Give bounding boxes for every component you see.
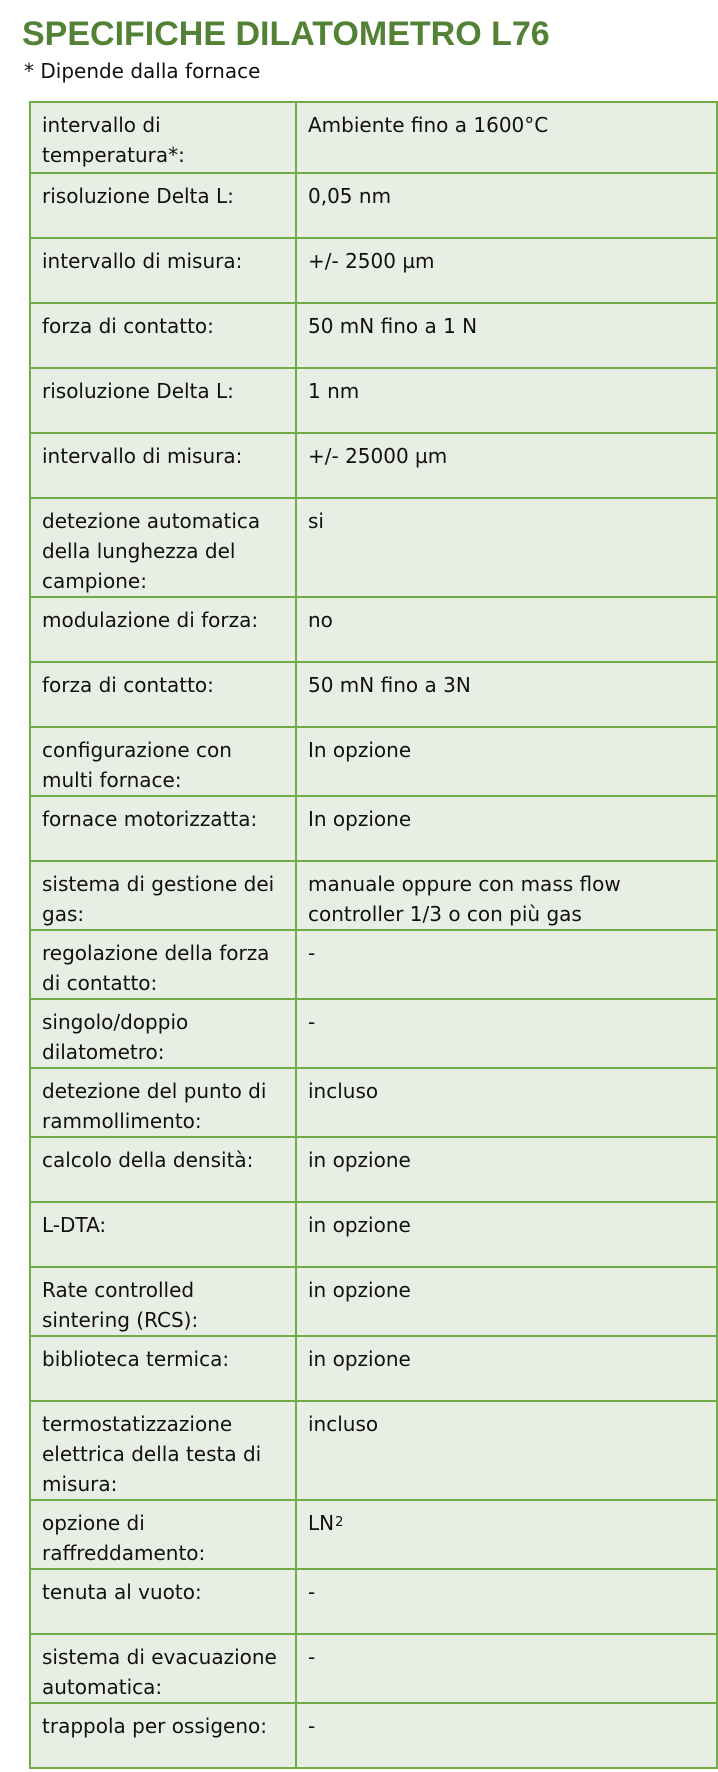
table-row bbox=[30, 498, 717, 597]
table-row bbox=[30, 1703, 717, 1768]
table-row bbox=[30, 930, 717, 999]
spec-value: 50 mN fino a 1 N bbox=[296, 303, 717, 368]
spec-label: termostatizzazione elettrica della testa di misura: bbox=[30, 1401, 296, 1500]
spec-label: sistema di gestione dei gas: bbox=[30, 861, 296, 930]
spec-label: intervallo di misura: bbox=[30, 238, 296, 303]
spec-value: In opzione bbox=[296, 727, 717, 796]
subscript-text: 2 bbox=[335, 1515, 344, 1530]
spec-value: 0,05 nm bbox=[296, 173, 717, 238]
table-row bbox=[30, 1569, 717, 1634]
spec-label: risoluzione Delta L: bbox=[30, 173, 296, 238]
spec-label: risoluzione Delta L: bbox=[30, 368, 296, 433]
spec-label: L-DTA: bbox=[30, 1202, 296, 1267]
table-row bbox=[30, 861, 717, 930]
spec-label: fornace motorizzatta: bbox=[30, 796, 296, 861]
table-row bbox=[30, 102, 717, 173]
table-row bbox=[30, 1401, 717, 1500]
spec-value: manuale oppure con mass flow controller 1/3 o con più gas bbox=[296, 861, 717, 930]
table-row bbox=[30, 999, 717, 1068]
furnace-note: * Dipende dalla fornace bbox=[24, 59, 261, 83]
spec-value: si bbox=[296, 498, 717, 597]
table-row bbox=[30, 368, 717, 433]
spec-label: calcolo della densità: bbox=[30, 1137, 296, 1202]
table-row bbox=[30, 1336, 717, 1401]
spec-value bbox=[296, 1500, 717, 1569]
spec-label: tenuta al vuoto: bbox=[30, 1569, 296, 1634]
spec-label: forza di contatto: bbox=[30, 303, 296, 368]
table-row bbox=[30, 303, 717, 368]
table-row bbox=[30, 1068, 717, 1137]
spec-value: in opzione bbox=[296, 1267, 717, 1336]
spec-label: sistema di evacuazione automatica: bbox=[30, 1634, 296, 1703]
spec-value: in opzione bbox=[296, 1137, 717, 1202]
spec-label: modulazione di forza: bbox=[30, 597, 296, 662]
table-row bbox=[30, 796, 717, 861]
table-row bbox=[30, 727, 717, 796]
spec-value: 50 mN fino a 3N bbox=[296, 662, 717, 727]
table-row bbox=[30, 1202, 717, 1267]
spec-value: in opzione bbox=[296, 1336, 717, 1401]
spec-label: forza di contatto: bbox=[30, 662, 296, 727]
spec-value: incluso bbox=[296, 1401, 717, 1500]
table-row bbox=[30, 1137, 717, 1202]
spec-label: trappola per ossigeno: bbox=[30, 1703, 296, 1768]
specs-table-body bbox=[30, 102, 717, 1768]
page-title: SPECIFICHE DILATOMETRO L76 bbox=[22, 15, 550, 53]
spec-label: regolazione della forza di contatto: bbox=[30, 930, 296, 999]
table-row bbox=[30, 173, 717, 238]
table-row bbox=[30, 238, 717, 303]
table-row bbox=[30, 662, 717, 727]
spec-value: - bbox=[296, 999, 717, 1068]
spec-value: 1 nm bbox=[296, 368, 717, 433]
spec-label: detezione del punto di rammollimento: bbox=[30, 1068, 296, 1137]
spec-label: intervallo di temperatura*: bbox=[30, 102, 296, 173]
spec-label: opzione di raffreddamento: bbox=[30, 1500, 296, 1569]
spec-value: in opzione bbox=[296, 1202, 717, 1267]
spec-value: - bbox=[296, 1569, 717, 1634]
spec-value: - bbox=[296, 930, 717, 999]
table-row bbox=[30, 1500, 717, 1569]
spec-value: no bbox=[296, 597, 717, 662]
spec-label: biblioteca termica: bbox=[30, 1336, 296, 1401]
spec-label: singolo/doppio dilatometro: bbox=[30, 999, 296, 1068]
spec-value: incluso bbox=[296, 1068, 717, 1137]
spec-label: detezione automatica della lunghezza del campione: bbox=[30, 498, 296, 597]
spec-value: Ambiente fino a 1600°C bbox=[296, 102, 717, 173]
spec-label: intervallo di misura: bbox=[30, 433, 296, 498]
spec-value: +/- 2500 µm bbox=[296, 238, 717, 303]
specs-table bbox=[29, 101, 718, 1769]
table-row bbox=[30, 1267, 717, 1336]
spec-label: configurazione con multi fornace: bbox=[30, 727, 296, 796]
spec-label: Rate controlled sintering (RCS): bbox=[30, 1267, 296, 1336]
table-row bbox=[30, 597, 717, 662]
spec-value-text: LN bbox=[308, 1511, 335, 1535]
spec-value: - bbox=[296, 1634, 717, 1703]
table-row bbox=[30, 433, 717, 498]
spec-value: In opzione bbox=[296, 796, 717, 861]
spec-value: +/- 25000 µm bbox=[296, 433, 717, 498]
table-row bbox=[30, 1634, 717, 1703]
spec-value: - bbox=[296, 1703, 717, 1768]
